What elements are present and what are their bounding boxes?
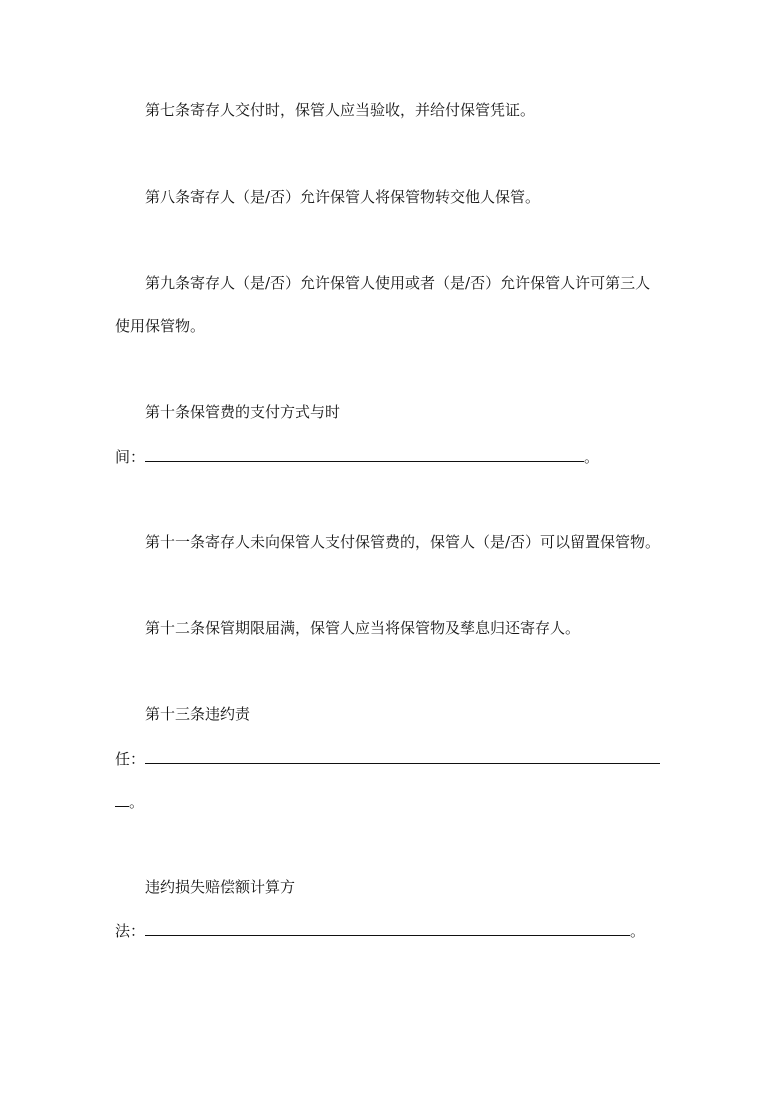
article-13-line-3: [115, 791, 144, 812]
liability-blank: [145, 748, 660, 764]
article-8: 第八条寄存人（是/否）允许保管人将保管物转交他人保管。: [145, 188, 541, 206]
article-10-suffix: 。: [584, 448, 600, 466]
article-12: 第十二条保管期限届满，保管人应当将保管物及孳息归还寄存人。: [145, 619, 581, 637]
payment-method-blank: [145, 446, 584, 462]
article-13-line-2: [115, 748, 660, 769]
article-9-line-2: 使用保管物。: [115, 317, 206, 335]
article-10-line-1: 第十条保管费的支付方式与时: [145, 403, 341, 421]
damages-calculation-blank: [145, 920, 630, 936]
article-10-line-2: [115, 446, 599, 467]
liability-blank-continued: [115, 791, 129, 807]
article-13-line-1: 第十三条违约责: [145, 705, 251, 723]
damages-suffix: 。: [630, 922, 646, 940]
article-11: 第十一条寄存人未向保管人支付保管费的，保管人（是/否）可以留置保管物。: [145, 533, 661, 551]
article-7: 第七条寄存人交付时，保管人应当验收，并给付保管凭证。: [145, 101, 536, 119]
article-9-line-1: 第九条寄存人（是/否）允许保管人使用或者（是/否）允许保管人许可第三人: [145, 274, 651, 292]
article-13-suffix: 。: [129, 793, 145, 811]
article-13-prefix: 任：: [115, 750, 146, 768]
article-10-prefix: 间：: [115, 448, 146, 466]
damages-line-2: [115, 920, 645, 941]
damages-line-1: 违约损失赔偿额计算方: [145, 878, 296, 896]
damages-prefix: 法：: [115, 922, 146, 940]
